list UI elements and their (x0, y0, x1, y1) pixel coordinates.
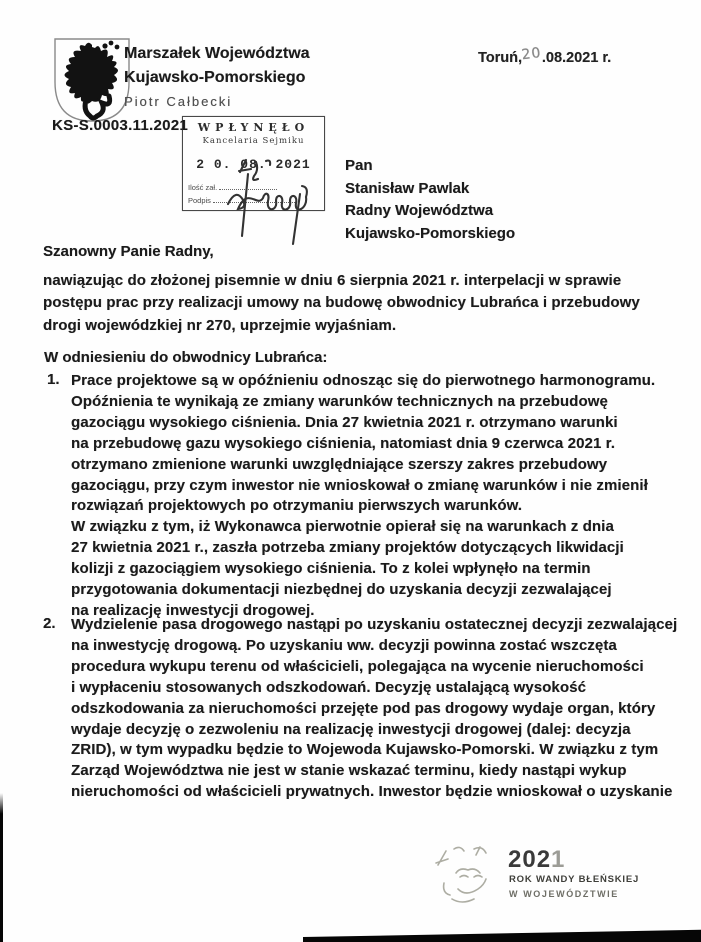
text-line: na inwestycję drogową. Po uzyskaniu ww. decyzji powinna zostać wszczęta (71, 636, 617, 654)
sender-title-line1: Marszałek Województwa (124, 45, 310, 62)
text-line: gazociągu, przy czym inwestor nie wnioskował o zmianę warunków i nie zmienił (71, 476, 648, 494)
text-line: gazociągu wysokiego ciśnienia. Dnia 27 kwietnia 2021 r. otrzymano warunki (71, 413, 618, 431)
text-line: ZRID), w tym wypadku będzie to Wojewoda Kujawsko-Pomorski. W związku z tym (71, 741, 659, 759)
footer-campaign-line1: ROK WANDY BŁEŃSKIEJ (509, 874, 640, 885)
sender-block (124, 42, 310, 109)
coat-of-arms-icon (52, 37, 132, 123)
scan-artifact-bottom-edge (303, 929, 701, 942)
text-line: i wypłaceniu stosowanych odszkodowań. Decyzję ustalającą wysokość (71, 678, 587, 696)
place-date (478, 44, 612, 66)
text-line: Kujawsko-Pomorskiego (345, 224, 516, 242)
reference-number: KS-S.0003.11.2021 (52, 117, 189, 134)
list-item-1-text (71, 371, 655, 622)
place-label: Toruń, (478, 50, 523, 66)
text-line: na realizację inwestycji drogowej. (71, 601, 315, 619)
text-line: na przebudowę gazu wysokiego ciśnienia, natomiast dnia 9 czerwca 2021 r. (71, 434, 616, 452)
handwritten-signature-icon (218, 156, 336, 250)
scan-artifact-left-edge (0, 793, 3, 942)
text-line: postępu prac przy realizacji umowy na budowę obwodnicy Lubrańca i przebudowy (43, 294, 640, 312)
recipient-block (345, 155, 515, 245)
text-line: rozwiązań projektowych po otrzymaniu pierwszych warunków. (71, 497, 523, 515)
stamp-office: Kancelaria Sejmiku (202, 136, 305, 146)
sender-person-name: Piotr Całbecki (124, 94, 233, 109)
list-item-2-text (71, 615, 677, 803)
text-line: Pan (345, 157, 373, 174)
text-line: Zarząd Województwa nie jest w stanie wskazać terminu, kiedy nastąpi wykup (71, 762, 627, 780)
text-line: Stanisław Pawlak (345, 179, 470, 197)
text-line: Opóźnienia te wynikają ze zmiany warunków technicznych na przebudowę (71, 392, 608, 410)
portrait-sketch-icon (430, 843, 498, 905)
date-rest: .08.2021 r. (541, 50, 612, 66)
footer-campaign-line2: W WOJEWÓDZTWIE (509, 889, 619, 899)
text-line: nawiązując do złożonej pisemnie w dniu 6 sierpnia 2021 r. interpelacji w sprawie (43, 272, 622, 289)
footer-year-bold: 202 (508, 846, 552, 873)
text-line: wydaje decyzję o zezwoleniu na realizację inwestycji drogowej (dalej: decyzja (71, 720, 631, 738)
sender-title-line2: Kujawsko-Pomorskiego (124, 69, 306, 86)
stamp-attachments-label: Ilość zał. (188, 183, 218, 192)
intro-paragraph (43, 270, 640, 337)
stamp-date: 2 0. 08. 2021 (196, 157, 311, 172)
text-line: Prace projektowe są w opóźnieniu odnosząc się do pierwotnego harmonogramu. (71, 372, 656, 389)
footer-year-light: 1 (551, 846, 566, 873)
text-line: przygotowania dokumentacji niezbędnej do uzyskania decyzji zezwalającej (71, 581, 612, 599)
list-item-2-number: 2. (43, 615, 56, 632)
stamp-signature-label: Podpis (188, 196, 211, 205)
text-line: W związku z tym, iż Wykonawca pierwotnie opierał się na warunkach z dnia (71, 518, 614, 536)
text-line: Radny Województwa (345, 202, 494, 219)
text-line: Wydzielenie pasa drogowego nastąpi po uzyskaniu ostatecznej decyzji zezwalającej (71, 616, 678, 633)
text-line: otrzymano zmienione warunki uwzględniające szerszy zakres przebudowy (71, 455, 608, 473)
text-line: 27 kwietnia 2021 r., zaszła potrzeba zmiany projektów dotyczących likwidacji (71, 539, 624, 557)
handwritten-day: 20 (520, 44, 543, 64)
text-line: kolizji z gazociągiem wysokiego ciśnienia. To z kolei wpłynęło na termin (71, 560, 591, 578)
text-line: nieruchomości od właścicieli prywatnych. Inwestor będzie wnioskował o uzyskanie (71, 783, 673, 801)
section-heading: W odniesieniu do obwodnicy Lubrańca: (44, 349, 328, 366)
text-line: drogi wojewódzkiej nr 270, uprzejmie wyjaśniam. (43, 316, 397, 334)
list-item-1-number: 1. (47, 371, 60, 388)
greeting: Szanowny Panie Radny, (43, 243, 214, 260)
stamp-title: WPŁYNĘŁO (197, 121, 310, 134)
text-line: procedura wykupu terenu od właścicieli, polegająca na wycenie nieruchomości (71, 657, 644, 675)
footer-year (508, 846, 565, 874)
text-line: odszkodowania za nieruchomości przejęte pod pas drogowy wydaje organ, który (71, 699, 656, 717)
